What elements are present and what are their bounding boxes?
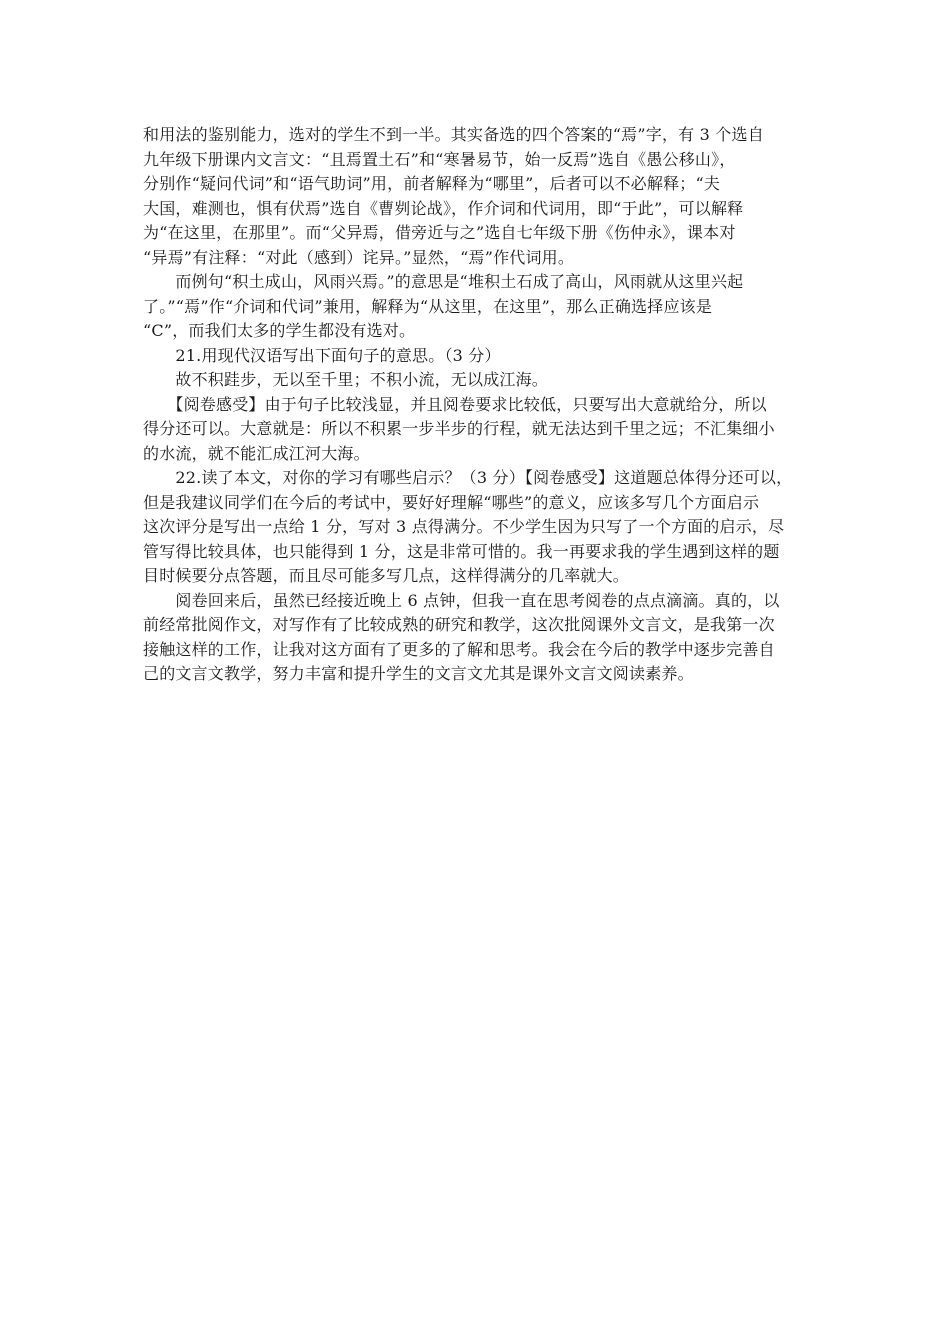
question-21-sentence: 故不积跬步，无以至千里；不积小流，无以成江海。 (143, 370, 549, 389)
text-line: 前经常批阅作文，对写作有了比较成熟的研究和教学，这次批阅课外文言文，是我第一次 (143, 615, 775, 634)
question-21-heading: 21.用现代汉语写出下面句子的意思。（3 分） (143, 345, 501, 365)
text-line: 这次评分是写出一点给 1 分，写对 3 点得满分。不少学生因为只写了一个方面的启示，尽 (143, 517, 785, 536)
text-line: 阅卷回来后，虽然已经接近晚上 6 点钟，但我一直在思考阅卷的点点滴滴。真的，以 (143, 590, 780, 610)
text-line: 分别作“疑问代词”和“语气助词”用，前者解释为“哪里”，后者可以不必解释；“夫 (143, 174, 721, 193)
question-22-heading: 22.读了本文，对你的学习有哪些启示？（3 分）【阅卷感受】这道题总体得分还可以， (143, 468, 793, 487)
text-line: “异焉”有注释：“对此（感到）诧异。”显然，“焉”作代词用。 (143, 247, 575, 267)
text-line: 接触这样的工作，让我对这方面有了更多的了解和思考。我会在今后的教学中逐步完善自 (143, 639, 775, 659)
text-line: 但是我建议同学们在今后的考试中，要好好理解“哪些”的意义，应该多写几个方面启示 (143, 492, 760, 512)
text-line: “C”，而我们太多的学生都没有选对。 (143, 321, 416, 340)
text-line: 得分还可以。大意就是：所以不积累一步半步的行程，就无法达到千里之远；不汇集细小 (143, 419, 775, 438)
text-line: 为“在这里，在那里”。而“父异焉，借旁近与之”选自七年级下册《伤仲永》，课本对 (143, 223, 736, 242)
text-line: 大国，难测也，惧有伏焉”选自《曹刿论战》，作介词和代词用，即“于此”，可以解释 (143, 198, 744, 218)
text-line: 【阅卷感受】由于句子比较浅显，并且阅卷要求比较低，只要写出大意就给分，所以 (143, 394, 767, 414)
text-line: 了。”“焉”作“介词和代词”兼用，解释为“从这里，在这里”，那么正确选择应该是 (143, 296, 713, 316)
text-line: 己的文言文教学，努力丰富和提升学生的文言文尤其是课外文言文阅读素养。 (143, 664, 694, 683)
text-line: 而例句“积土成山，风雨兴焉。”的意思是“堆积土石成了高山，风雨就从这里兴起 (143, 272, 744, 291)
text-line: 九年级下册课内文言文：“且焉置土石”和“寒暑易节，始一反焉”选自《愚公移山》， (143, 149, 736, 169)
document-body-text (143, 123, 815, 687)
text-line: 管写得比较具体，也只能得到 1 分，这是非常可惜的。我一再要求我的学生遇到这样的题 (143, 541, 780, 561)
text-line: 和用法的鉴别能力，选对的学生不到一半。其实备选的四个答案的“焉”字，有 3 个选自 (143, 125, 764, 144)
text-line: 的水流，就不能汇成江河大海。 (143, 443, 370, 463)
text-line: 目时候要分点答题，而且尽可能多写几点，这样得满分的几率就大。 (143, 566, 630, 585)
